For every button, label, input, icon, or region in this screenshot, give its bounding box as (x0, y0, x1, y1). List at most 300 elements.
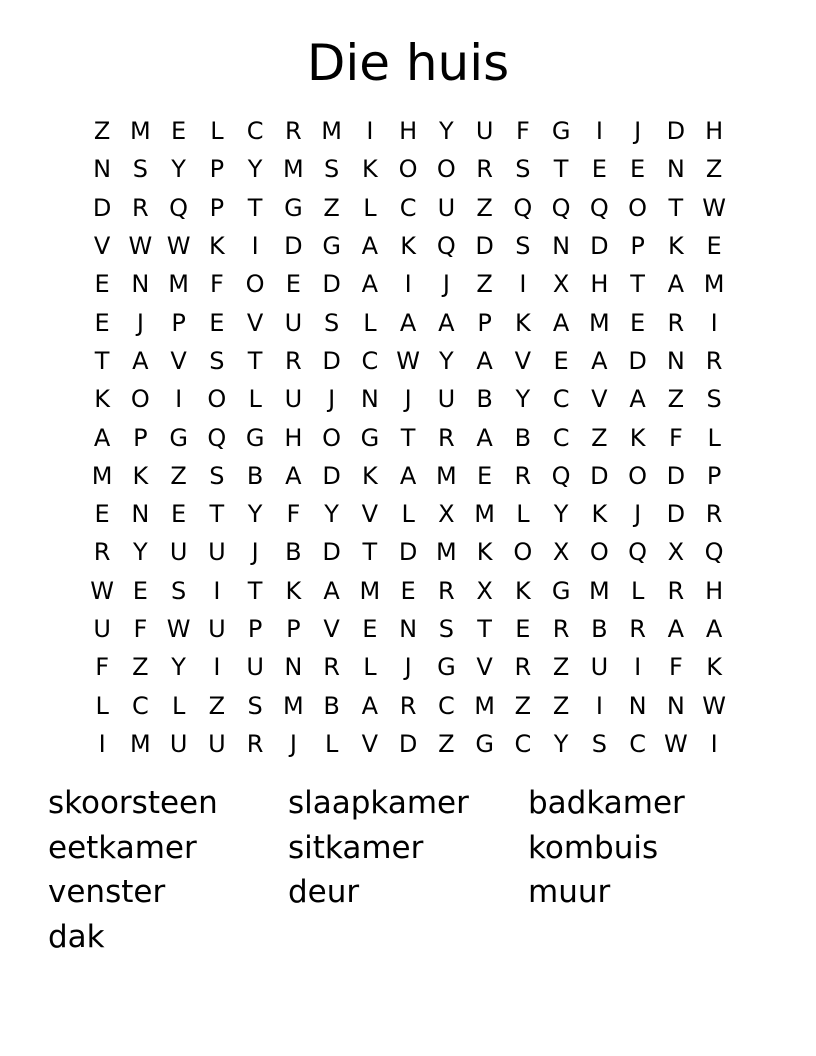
grid-letter: V (246, 308, 264, 337)
grid-letter: G (437, 653, 456, 682)
grid-letter: H (284, 423, 303, 452)
grid-letter: O (130, 385, 150, 414)
grid-letter: J (404, 385, 412, 414)
grid-letter: J (404, 653, 412, 682)
grid-letter: F (133, 615, 148, 643)
grid-letter: J (634, 117, 642, 146)
grid-letter: A (552, 308, 570, 337)
grid-letter: Q (704, 538, 724, 567)
grid-letter: M (168, 270, 189, 299)
grid-letter: Y (247, 500, 263, 529)
grid-letter: N (399, 615, 418, 643)
grid-letter: I (710, 308, 718, 337)
grid-letter: U (475, 117, 494, 146)
word-list-item: muur (528, 874, 611, 910)
grid-letter: Y (171, 155, 186, 184)
grid-letter: M (436, 538, 457, 567)
grid-letter: C (399, 193, 417, 222)
grid-letter: D (322, 270, 341, 299)
grid-letter: D (628, 346, 647, 375)
grid-letter: Q (436, 232, 456, 261)
grid-letter: Z (552, 691, 570, 720)
grid-letter: A (399, 308, 417, 337)
grid-letter: E (94, 270, 110, 299)
grid-letter: I (175, 385, 183, 414)
grid-letter: M (474, 500, 495, 529)
grid-letter: J (136, 308, 144, 337)
grid-letter: O (207, 385, 227, 414)
grid-letter: G (475, 729, 494, 758)
grid-letter: E (132, 576, 148, 605)
grid-letter: V (591, 385, 608, 414)
grid-letter: Z (667, 385, 685, 414)
grid-letter: F (95, 653, 110, 682)
grid-letter: Z (132, 653, 149, 682)
grid-letter: U (284, 385, 303, 414)
grid-letter: H (590, 270, 609, 299)
word-list-item: sitkamer (288, 829, 424, 866)
grid-letter: K (476, 538, 493, 567)
grid-letter: R (323, 653, 340, 682)
grid-letter: T (247, 346, 263, 375)
grid-letter: A (629, 385, 646, 414)
grid-letter: M (283, 691, 304, 720)
grid-letter: G (245, 423, 265, 452)
grid-letter: Z (323, 193, 340, 222)
grid-letter: J (634, 500, 642, 529)
grid-letter: W (166, 232, 191, 261)
grid-letter: G (551, 576, 571, 605)
grid-letter: R (705, 500, 723, 529)
grid-letter: A (323, 576, 340, 605)
grid-letter: K (400, 232, 416, 261)
grid-letter: D (398, 729, 418, 758)
grid-letter: D (590, 461, 609, 490)
grid-letter: B (323, 691, 340, 720)
word-list-item: deur (288, 874, 360, 910)
grid-letter: L (95, 691, 109, 720)
grid-letter: O (628, 461, 648, 490)
grid-letter: M (91, 461, 113, 490)
grid-letter: E (362, 615, 378, 643)
grid-letter: S (132, 155, 148, 184)
grid-letter: J (251, 538, 259, 567)
grid-letter: R (514, 461, 532, 490)
grid-letter: Z (476, 193, 493, 222)
grid-letter: X (438, 500, 455, 529)
grid-letter: L (324, 729, 339, 758)
grid-letter: Z (514, 691, 532, 720)
grid-letter: S (171, 576, 187, 605)
grid-letter: I (98, 729, 106, 758)
grid-letter: M (283, 155, 304, 184)
grid-letter: D (666, 461, 686, 490)
grid-letter: M (474, 691, 495, 720)
grid-letter: W (702, 691, 726, 720)
grid-letter: I (366, 117, 374, 146)
grid-letter: Z (476, 270, 493, 299)
grid-letter: M (321, 117, 342, 146)
grid-letter: U (246, 653, 264, 682)
grid-letter: E (630, 308, 646, 337)
grid-letter: O (589, 538, 609, 567)
grid-letter: U (208, 615, 226, 643)
grid-letter: M (130, 117, 151, 146)
grid-letter: Q (513, 193, 533, 222)
grid-letter: S (324, 308, 340, 337)
grid-letter: R (132, 193, 149, 222)
grid-letter: D (666, 117, 686, 146)
word-list-item: dak (48, 918, 105, 955)
grid-letter: D (398, 538, 418, 567)
grid-letter: K (94, 385, 110, 414)
grid-letter: R (629, 615, 646, 643)
grid-letter: P (286, 615, 301, 643)
word-list (48, 781, 768, 959)
grid-letter: C (552, 385, 570, 414)
grid-letter: R (438, 423, 455, 452)
grid-letter: T (668, 193, 684, 222)
grid-letter: R (667, 576, 685, 605)
grid-letter: G (360, 423, 380, 452)
word-list-item: slaapkamer (288, 785, 469, 821)
grid-letter: V (170, 346, 187, 375)
grid-letter: D (666, 500, 686, 529)
grid-letter: K (668, 232, 684, 261)
grid-letter: P (477, 308, 492, 337)
grid-letter: D (590, 232, 609, 261)
grid-letter: J (442, 270, 450, 299)
grid-letter: O (322, 423, 342, 452)
grid-letter: V (93, 232, 111, 261)
grid-letter: A (93, 423, 111, 452)
grid-letter: Y (324, 500, 339, 529)
grid-letter: Y (247, 155, 263, 184)
grid-letter: Z (438, 729, 455, 758)
grid-letter: O (398, 155, 418, 184)
grid-letter: U (169, 538, 188, 567)
grid-letter: F (668, 423, 683, 452)
grid-letter: A (399, 461, 417, 490)
grid-letter: C (629, 729, 646, 758)
grid-letter: L (401, 500, 415, 529)
grid-letter: J (328, 385, 336, 414)
page-title: Die huis (306, 34, 510, 92)
word-list-item: skoorsteen (48, 785, 218, 821)
grid-letter: G (551, 117, 571, 146)
grid-letter: R (438, 576, 455, 605)
grid-letter: R (705, 346, 723, 375)
grid-letter: M (703, 270, 725, 299)
grid-letter: S (209, 461, 225, 490)
grid-letter: Z (591, 423, 608, 452)
grid-letter: N (666, 155, 685, 184)
grid-letter: A (591, 346, 608, 375)
grid-letter: Y (439, 346, 454, 375)
grid-letter: C (514, 729, 532, 758)
grid-letter: S (591, 729, 607, 758)
grid-letter: R (93, 538, 111, 567)
grid-letter: M (589, 576, 610, 605)
grid-letter: G (322, 232, 341, 261)
grid-letter: A (132, 346, 149, 375)
grid-letter: A (667, 615, 685, 643)
grid-letter: P (133, 423, 148, 452)
grid-letter: J (289, 729, 297, 758)
grid-letter: X (552, 538, 570, 567)
grid-letter: T (362, 538, 378, 567)
grid-letter: X (667, 538, 685, 567)
grid-letter: M (436, 461, 457, 490)
grid-letter: P (630, 232, 645, 261)
grid-letter: W (664, 729, 688, 758)
grid-letter: Y (439, 117, 454, 146)
grid-letter: Z (93, 117, 111, 146)
grid-letter: C (437, 691, 455, 720)
grid-letter: M (130, 729, 151, 758)
grid-letter: Z (705, 155, 723, 184)
grid-letter: W (90, 576, 114, 605)
grid-letter: K (362, 461, 378, 490)
grid-letter: R (399, 691, 417, 720)
grid-letter: K (629, 423, 646, 452)
grid-letter: A (476, 423, 493, 452)
grid-letter: Y (515, 385, 531, 414)
grid-letter: D (322, 461, 341, 490)
grid-letter: F (668, 653, 683, 682)
grid-letter: H (399, 117, 418, 146)
grid-letter: E (706, 232, 722, 261)
grid-letter: L (363, 653, 377, 682)
letter-grid (83, 112, 733, 763)
grid-letter: L (210, 117, 224, 146)
grid-letter: R (285, 346, 302, 375)
grid-letter: Q (169, 193, 189, 222)
grid-letter: E (400, 576, 416, 605)
grid-letter: N (131, 500, 150, 529)
grid-letter: W (702, 193, 726, 222)
grid-letter: O (513, 538, 533, 567)
grid-letter: E (171, 117, 187, 146)
grid-letter: I (595, 691, 603, 720)
grid-letter: D (322, 538, 341, 567)
grid-letter: A (361, 270, 379, 299)
grid-letter: A (285, 461, 302, 490)
grid-letter: E (171, 500, 187, 529)
grid-letter: T (209, 500, 225, 529)
grid-letter: C (131, 691, 149, 720)
grid-letter: K (362, 155, 378, 184)
grid-letter: Z (552, 653, 570, 682)
word-list-item: venster (48, 874, 166, 910)
grid-letter: D (475, 232, 494, 261)
grid-letter: B (476, 385, 493, 414)
grid-letter: U (169, 729, 188, 758)
grid-letter: F (286, 500, 301, 529)
grid-letter: U (93, 615, 111, 643)
grid-letter: N (552, 232, 571, 261)
grid-letter: R (667, 308, 685, 337)
grid-letter: V (514, 346, 532, 375)
grid-letter: X (552, 270, 570, 299)
grid-letter: N (666, 691, 685, 720)
grid-letter: K (132, 461, 149, 490)
grid-letter: I (213, 576, 221, 605)
grid-letter: C (361, 346, 379, 375)
grid-letter: U (208, 538, 226, 567)
word-list-item: eetkamer (48, 829, 197, 866)
grid-letter: A (476, 346, 493, 375)
grid-letter: S (324, 155, 340, 184)
grid-letter: M (589, 308, 610, 337)
grid-letter: S (706, 385, 722, 414)
grid-letter: M (359, 576, 381, 605)
grid-letter: N (284, 653, 303, 682)
grid-letter: O (245, 270, 265, 299)
grid-letter: E (285, 270, 301, 299)
grid-letter: O (628, 193, 648, 222)
grid-letter: W (396, 346, 420, 375)
grid-letter: H (705, 117, 724, 146)
grid-letter: A (361, 232, 379, 261)
grid-letter: N (360, 385, 379, 414)
grid-letter: U (590, 653, 609, 682)
grid-letter: Z (170, 461, 187, 490)
grid-letter: C (552, 423, 570, 452)
grid-letter: U (208, 729, 226, 758)
grid-letter: E (209, 308, 225, 337)
grid-letter: K (706, 653, 722, 682)
grid-letter: A (438, 308, 455, 337)
grid-letter: L (171, 691, 186, 720)
grid-letter: C (246, 117, 264, 146)
grid-letter: W (166, 615, 191, 643)
grid-letter: A (361, 691, 379, 720)
grid-letter: S (515, 155, 531, 184)
grid-letter: I (710, 729, 718, 758)
grid-letter: A (705, 615, 723, 643)
grid-letter: I (634, 653, 642, 682)
grid-letter: T (247, 576, 263, 605)
grid-letter: Y (553, 500, 569, 529)
grid-letter: Q (551, 461, 571, 490)
grid-letter: K (515, 576, 531, 605)
grid-letter: D (284, 232, 303, 261)
word-list-item: badkamer (528, 785, 685, 821)
grid-letter: T (247, 193, 263, 222)
word-list-item: kombuis (528, 829, 659, 866)
grid-letter: T (553, 155, 569, 184)
grid-letter: E (477, 461, 493, 490)
grid-letter: N (666, 346, 685, 375)
grid-letter: G (169, 423, 188, 452)
grid-letter: N (628, 691, 647, 720)
grid-letter: U (284, 308, 303, 337)
grid-letter: I (595, 117, 603, 146)
grid-letter: W (128, 232, 153, 261)
grid-letter: Z (208, 691, 226, 720)
grid-letter: F (209, 270, 224, 299)
grid-letter: Y (553, 729, 569, 758)
grid-letter: B (591, 615, 608, 643)
grid-letter: T (477, 615, 492, 643)
grid-letter: P (706, 461, 722, 490)
grid-letter: E (553, 346, 569, 375)
grid-letter: R (285, 117, 302, 146)
grid-letter: L (363, 308, 377, 337)
grid-letter: N (93, 155, 112, 184)
grid-letter: E (591, 155, 607, 184)
grid-letter: Y (171, 653, 186, 682)
grid-letter: L (516, 500, 530, 529)
grid-letter: E (94, 308, 110, 337)
grid-letter: E (515, 615, 531, 643)
grid-letter: F (515, 117, 530, 146)
grid-letter: I (251, 232, 259, 261)
grid-letter: E (630, 155, 646, 184)
grid-letter: V (323, 615, 340, 643)
grid-letter: S (209, 346, 225, 375)
grid-letter: G (284, 193, 303, 222)
grid-letter: S (438, 615, 454, 643)
grid-letter: D (322, 346, 341, 375)
grid-letter: V (361, 500, 379, 529)
grid-letter: Q (628, 538, 648, 567)
grid-letter: K (515, 308, 531, 337)
grid-letter: S (247, 691, 263, 720)
grid-letter: K (285, 576, 302, 605)
grid-letter: A (667, 270, 685, 299)
grid-letter: K (591, 500, 608, 529)
grid-letter: R (552, 615, 570, 643)
grid-letter: R (514, 653, 532, 682)
grid-letter: B (246, 461, 264, 490)
grid-letter: T (94, 346, 110, 375)
grid-letter: E (94, 500, 110, 529)
grid-letter: Y (133, 538, 148, 567)
grid-letter: X (476, 576, 493, 605)
grid-letter: S (515, 232, 531, 261)
grid-letter: V (361, 729, 379, 758)
grid-letter: V (476, 653, 493, 682)
grid-letter: Q (551, 193, 571, 222)
grid-letter: B (514, 423, 532, 452)
grid-letter: I (519, 270, 527, 299)
grid-letter: L (707, 423, 721, 452)
grid-letter: O (436, 155, 456, 184)
grid-letter: T (400, 423, 416, 452)
grid-letter: N (131, 270, 150, 299)
grid-letter: U (437, 385, 456, 414)
grid-letter: R (246, 729, 264, 758)
grid-letter: U (437, 193, 456, 222)
grid-letter: D (92, 193, 112, 222)
grid-letter: P (209, 155, 225, 184)
grid-letter: B (285, 538, 302, 567)
grid-letter: R (476, 155, 493, 184)
grid-letter: I (213, 653, 221, 682)
grid-letter: T (630, 270, 645, 299)
grid-letter: L (363, 193, 377, 222)
grid-letter: P (209, 193, 225, 222)
grid-letter: I (404, 270, 412, 299)
grid-letter: L (248, 385, 262, 414)
grid-letter: H (705, 576, 724, 605)
grid-letter: L (630, 576, 645, 605)
grid-letter: Q (589, 193, 609, 222)
grid-letter: P (171, 308, 186, 337)
grid-letter: P (247, 615, 263, 643)
